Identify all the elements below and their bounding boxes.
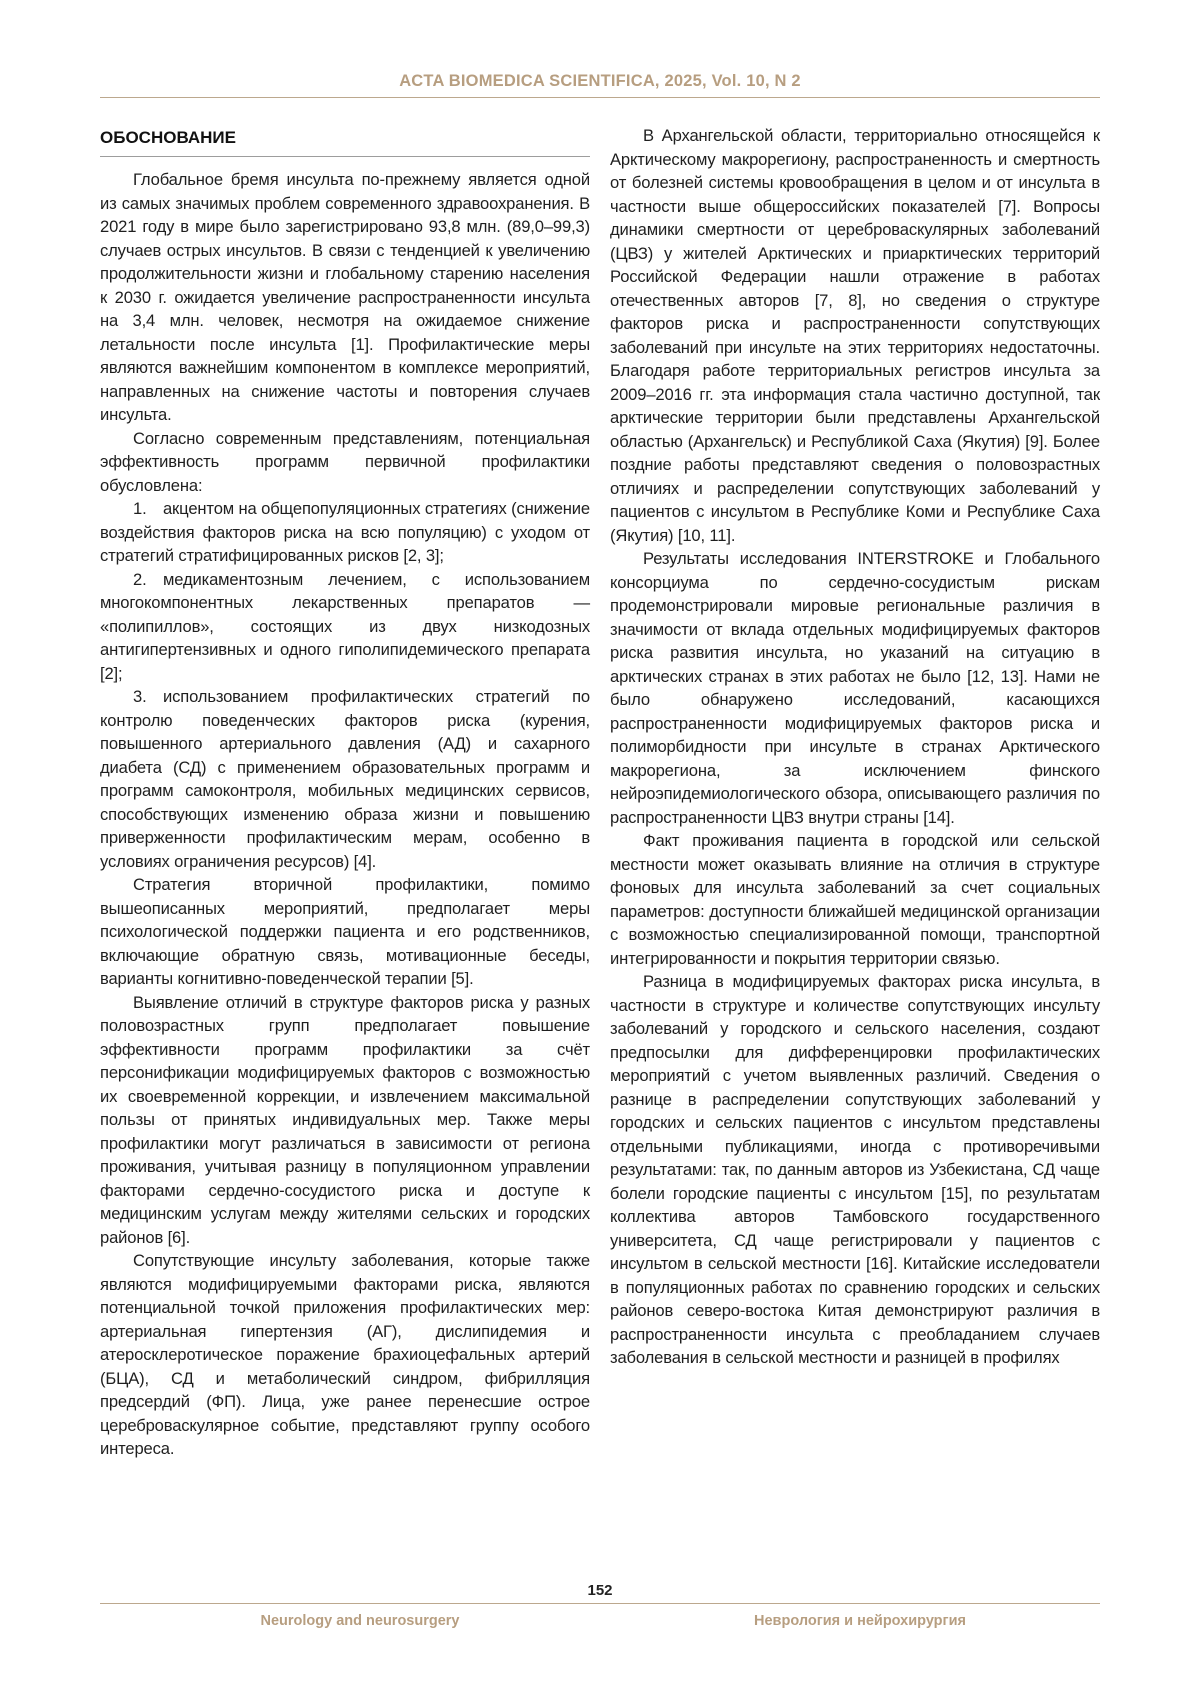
paragraph: Стратегия вторичной профилактики, помимо вышеописанных мероприятий, предполагает меры психологической поддержки пациента и его родственников, включающие обратную связь, мотивационные беседы, варианты когнитивно-поведенческой терапии [5]. bbox=[100, 875, 590, 988]
footer-journal-section-en: Neurology and neurosurgery bbox=[260, 1613, 460, 1629]
paragraph: Разница в модифицируемых факторах риска инсульта, в частности в структуре и количестве сопутствующих инсульту заболеваний у городского и сельского населения, создают предпосылки для дифференцировки профилактических мероприятий с учетом выявленных различий. Сведения о разнице в распределении сопутствующих заболеваний у городских и сельских пациентов с инсультом представлены отдельными публикациями, иногда с противоречивыми результатами: так, по данным авторов из Узбекистана, СД чаще болели городские пациенты с инсультом [15], по результатам коллектива авторов Тамбовского государственного университета, СД чаще регистрировали у пациентов с инсультом в сельской местности [16]. Китайские исследователи в популяционных работах по сравнению городских и сельских районов северо-востока Китая демонстрируют различия в распространенности инсульта с преобладанием случаев заболевания в сельской местности и разницей в профилях bbox=[610, 972, 1100, 1367]
footer-divider bbox=[100, 1603, 1100, 1604]
paragraph: Выявление отличий в структуре факторов риска у разных половозрастных групп предполагает повышение эффективности программ профилактики за счёт персонификации модифицируемых факторов с возможностью их своевременной коррекции, и извлечением максимальной пользы от принятых индивидуальных мер. Также меры профилактики могут различаться в зависимости от региона проживания, учитывая разницу в популяционном управлении факторами сердечно-сосудистого риска и доступе к медицинским услугам между жителями сельских и городских районов [6]. bbox=[100, 992, 590, 1247]
footer-journal-section-ru: Неврология и нейрохирургия bbox=[754, 1613, 966, 1629]
paragraph: Глобальное бремя инсульта по-прежнему является одной из самых значимых проблем современного здравоохранения. В 2021 году в мире было зарегистрировано 93,8 млн. (89,0–99,3) случаев острых инсультов. В связи с тенденцией к увеличению продолжительности жизни и глобальному старению населения к 2030 г. ожидается увеличение распространенности инсульта на 3,4 млн. человек, несмотря на ожидаемое снижение летальности после инсульта [1]. Профилактические меры являются важнейшим компонентом в комплексе мероприятий, направленных на снижение частоты и повторения случаев инсульта. bbox=[100, 170, 590, 424]
paragraph: Сопутствующие инсульту заболевания, которые также являются модифицируемыми факторами риска, являются потенциальной точкой приложения профилактических мер: артериальная гипертензия (АГ), дислипидемия и атеросклеротическое поражение брахиоцефальных артерий (БЦА), СД и метаболический синдром, фибрилляция предсердий (ФП). Лица, уже ранее перенесшие острое цереброваскулярное событие, представляют группу особого интереса. bbox=[100, 1251, 590, 1458]
list-item: 3. использованием профилактических стратегий по контролю поведенческих факторов риска (курения, повышенного артериального давления (АД) и сахарного диабета (СД) с применением образовательных программ и программ самоконтроля, мобильных медицинских сервисов, способствующих изменению образа жизни и повышению приверженности профилактическим мерам, особенно в условиях ограничения ресурсов) [4]. bbox=[100, 687, 590, 871]
journal-running-head: ACTA BIOMEDICA SCIENTIFICA, 2025, Vol. 10, N 2 bbox=[399, 72, 801, 90]
left-column bbox=[100, 124, 590, 1461]
header-divider bbox=[100, 97, 1100, 98]
section-title: ОБОСНОВАНИЕ bbox=[100, 128, 590, 157]
list-item: 1. акцентом на общепопуляционных стратегиях (снижение воздействия факторов риска на всю популяцию) с уходом от стратегий стратифицированных рисков [2, 3]; bbox=[100, 499, 590, 565]
right-column bbox=[610, 124, 1100, 1370]
list-item: 2. медикаментозным лечением, с использованием многокомпонентных лекарственных препаратов — «полипиллов», состоящих из двух низкодозных антигипертензивных и одного гиполипидемического препарата [2]; bbox=[100, 569, 590, 683]
paragraph: Факт проживания пациента в городской или сельской местности может оказывать влияние на отличия в структуре фоновых для инсульта заболеваний за счет социальных параметров: доступности ближайшей медицинской организации с возможностью специализированной помощи, транспортной интегрированности и покрытия территории связью. bbox=[610, 831, 1100, 968]
paragraph: В Архангельской области, территориально относящейся к Арктическому макрорегиону, распространенность и смертность от болезней системы кровообращения в целом и от инсульта в частности выше общероссийских показателей [7]. Вопросы динамики смертности от цереброваскулярных заболеваний (ЦВЗ) у жителей Арктических и приарктических территорий Российской Федерации нашли отражение в работах отечественных авторов [7, 8], но сведения о структуре факторов риска и распространенности сопутствующих заболеваний при инсульте на этих территориях недостаточны. Благодаря работе территориальных регистров инсульта за 2009–2016 гг. эта информация стала частично доступной, так арктические территории были представлены Архангельской областью (Архангельск) и Республикой Саха (Якутия) [9]. Более поздние работы представляют сведения о половозрастных отличиях и распределении сопутствующих заболеваний у пациентов с инсультом в Республике Коми и Республике Саха (Якутия) [10, 11]. bbox=[610, 126, 1100, 545]
page-number: 152 bbox=[587, 1582, 613, 1599]
paragraph: Согласно современным представлениям, потенциальная эффективность программ первичной профилактики обусловлена: bbox=[100, 428, 590, 495]
paragraph: Результаты исследования INTERSTROKE и Глобального консорциума по сердечно-сосудистым рискам продемонстрировали мировые региональные различия в значимости от вклада отдельных модифицируемых факторов риска развития инсульта, но указаний на ситуацию в арктических странах в этих работах не было [12, 13]. Нами не было обнаружено исследований, касающихся распространенности модифицируемых факторов риска и полиморбидности при инсульте в странах Арктического макрорегиона, за исключением финского нейроэпидемиологического обзора, описывающего различия по распространенности ЦВЗ внутри страны [14]. bbox=[610, 549, 1100, 827]
